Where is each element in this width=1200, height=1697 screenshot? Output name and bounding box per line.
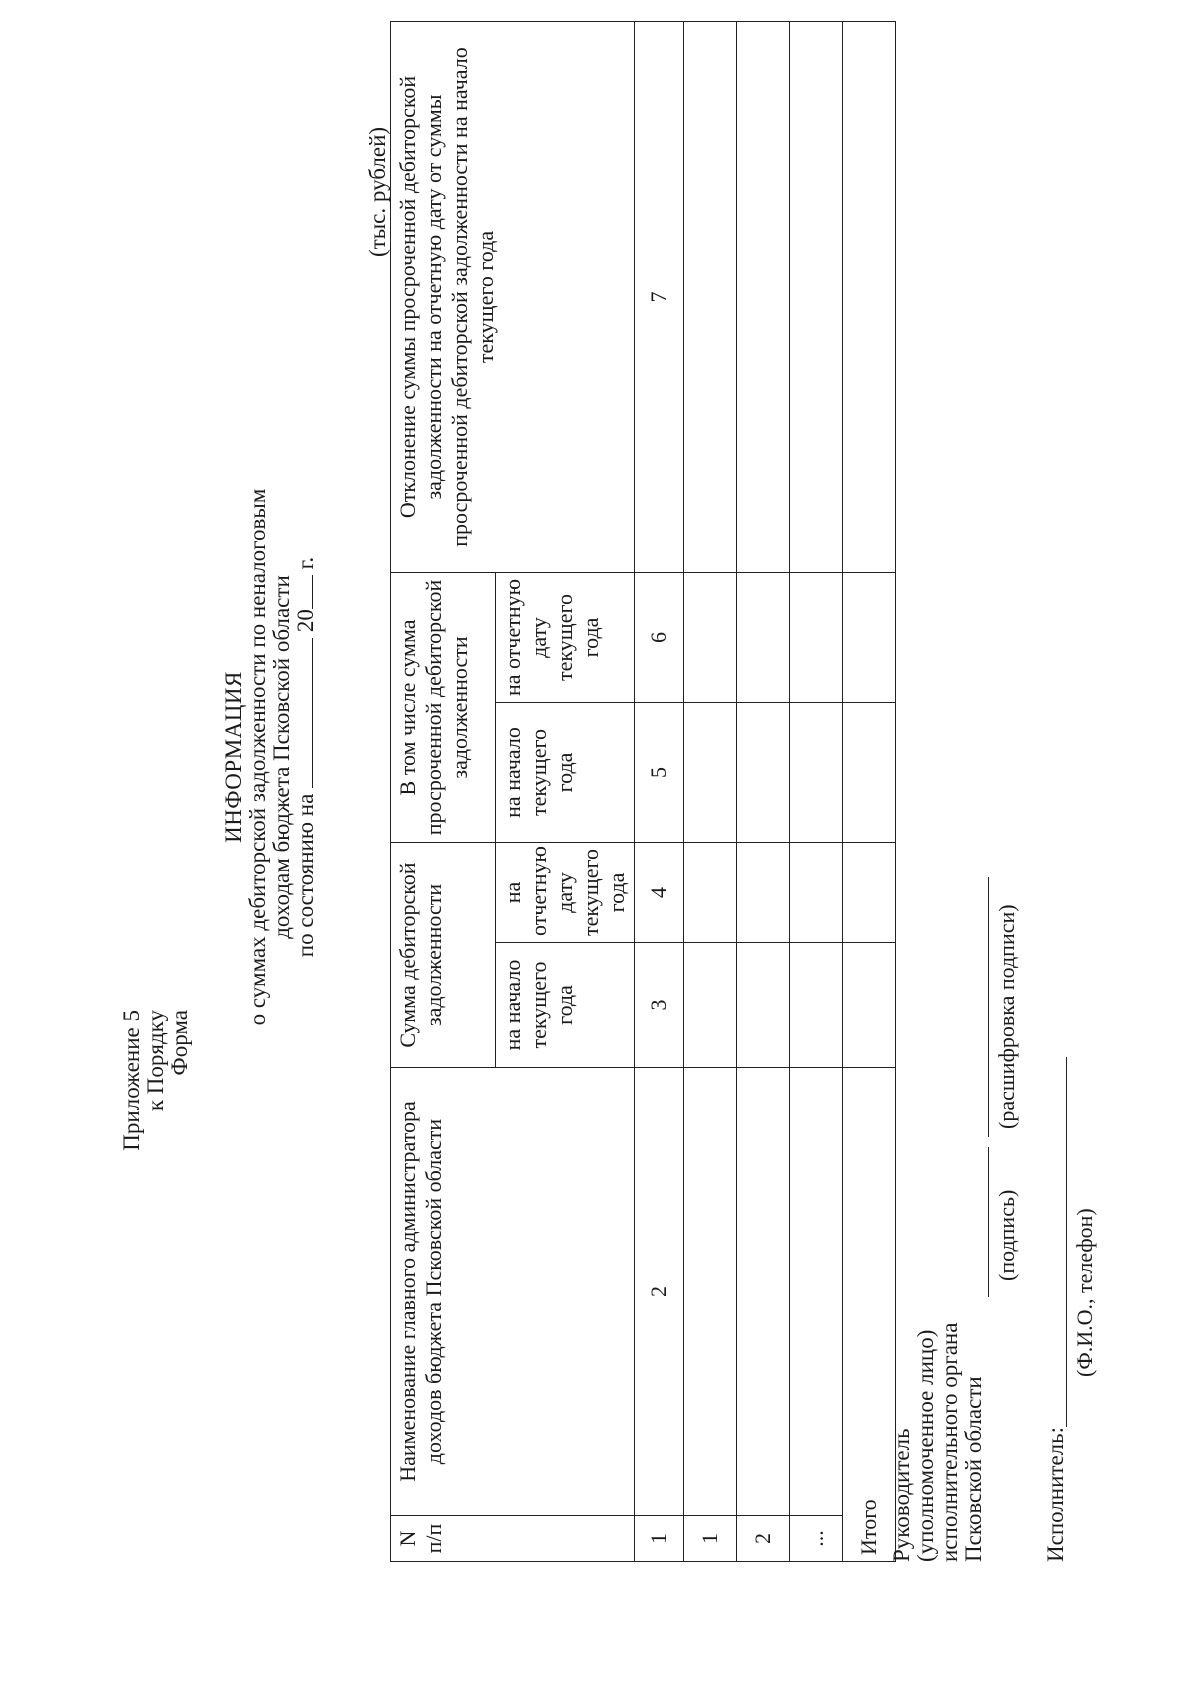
signature-block bbox=[890, 1323, 986, 1562]
total-debt-report-cell[interactable] bbox=[843, 842, 896, 942]
signature-decode-line[interactable] bbox=[988, 877, 989, 1137]
deviation-cell[interactable] bbox=[790, 21, 843, 572]
date-year-prefix: 20 bbox=[293, 609, 318, 633]
header-administrator: Наименование главного администратора доходов бюджета Псковской области bbox=[391, 1068, 635, 1516]
header-row-1 bbox=[391, 21, 496, 1561]
total-debt-start-cell[interactable] bbox=[843, 943, 896, 1068]
header-overdue-amount: В том числе сумма просроченной дебиторской задолженности bbox=[391, 572, 496, 842]
overdue-start-cell[interactable] bbox=[684, 702, 737, 842]
debt-report-cell[interactable] bbox=[737, 842, 790, 942]
total-deviation-cell[interactable] bbox=[843, 21, 896, 572]
debt-report-cell[interactable] bbox=[684, 842, 737, 942]
appendix-form-label: Форма bbox=[167, 1010, 192, 1076]
date-suffix: г. bbox=[293, 556, 318, 570]
appendix-number: Приложение 5 bbox=[119, 1010, 144, 1151]
header-overdue-start-of-year: на начало текущего года bbox=[496, 702, 635, 842]
debt-table bbox=[390, 21, 896, 1562]
debt-report-cell[interactable] bbox=[790, 842, 843, 942]
overdue-report-cell[interactable] bbox=[737, 572, 790, 702]
title-heading: ИНФОРМАЦИЯ bbox=[221, 671, 246, 843]
executor-caption: (Ф.И.О., телефон) bbox=[1072, 1208, 1097, 1377]
deviation-cell[interactable] bbox=[737, 21, 790, 572]
column-number-row bbox=[635, 21, 684, 1561]
date-year-field[interactable] bbox=[294, 575, 313, 609]
column-number: 2 bbox=[635, 1068, 684, 1516]
header-debt-start-of-year: на начало текущего года bbox=[496, 943, 635, 1068]
row-number: 1 bbox=[684, 1516, 737, 1562]
column-number: 6 bbox=[635, 572, 684, 702]
table-row bbox=[737, 21, 790, 1561]
header-overdue-report-date: на отчетную дату текущего года bbox=[496, 572, 635, 702]
debt-start-cell[interactable] bbox=[737, 943, 790, 1068]
document-title bbox=[222, 377, 318, 1137]
deviation-cell[interactable] bbox=[684, 21, 737, 572]
administrator-cell[interactable] bbox=[790, 1068, 843, 1516]
signature-line[interactable] bbox=[988, 1147, 989, 1297]
head-title-line-1: Руководитель bbox=[889, 1428, 914, 1562]
header-deviation: Отклонение суммы просроченной дебиторской задолженности на отчетную дату от суммы просроченной дебиторской задолженности на начало текущего года bbox=[391, 21, 635, 572]
head-title-line-2: (уполномоченное лицо) bbox=[913, 1329, 938, 1562]
header-row-number: N п/п bbox=[391, 1516, 635, 1562]
overdue-report-cell[interactable] bbox=[790, 572, 843, 702]
title-date-line bbox=[294, 377, 318, 1137]
date-prefix: по состоянию на bbox=[293, 793, 318, 958]
executor-line[interactable] bbox=[1066, 1057, 1067, 1427]
debt-start-cell[interactable] bbox=[684, 943, 737, 1068]
overdue-report-cell[interactable] bbox=[684, 572, 737, 702]
row-number: 2 bbox=[737, 1516, 790, 1562]
column-number: 3 bbox=[635, 943, 684, 1068]
total-overdue-start-cell[interactable] bbox=[843, 702, 896, 842]
units-label: (тыс. рублей) bbox=[365, 126, 390, 257]
signature-decode-caption: (расшифровка подписи) bbox=[994, 904, 1019, 1129]
table-row bbox=[684, 21, 737, 1561]
header-debt-amount: Сумма дебиторской задолженности bbox=[391, 842, 496, 1067]
overdue-start-cell[interactable] bbox=[737, 702, 790, 842]
head-title-line-3: исполнительного органа bbox=[937, 1322, 962, 1562]
administrator-cell[interactable] bbox=[737, 1068, 790, 1516]
row-number: ... bbox=[790, 1516, 843, 1562]
total-row bbox=[843, 21, 896, 1561]
column-number: 1 bbox=[635, 1516, 684, 1562]
date-day-month-field[interactable] bbox=[294, 638, 313, 788]
column-number: 5 bbox=[635, 702, 684, 842]
total-overdue-report-cell[interactable] bbox=[843, 572, 896, 702]
column-number: 4 bbox=[635, 842, 684, 942]
appendix-note bbox=[120, 1010, 192, 1151]
head-title-line-4: Псковской области bbox=[961, 1376, 986, 1562]
executor-label: Исполнитель: bbox=[1043, 1426, 1068, 1562]
signature-caption: (подпись) bbox=[994, 1189, 1019, 1281]
appendix-reference: к Порядку bbox=[143, 1010, 168, 1112]
overdue-start-cell[interactable] bbox=[790, 702, 843, 842]
debt-start-cell[interactable] bbox=[790, 943, 843, 1068]
column-number: 7 bbox=[635, 21, 684, 572]
total-label: Итого bbox=[843, 1068, 896, 1562]
table-row bbox=[790, 21, 843, 1561]
administrator-cell[interactable] bbox=[684, 1068, 737, 1516]
header-debt-report-date: на отчетную дату текущего года bbox=[496, 842, 635, 942]
title-line-2: доходам бюджета Псковской области bbox=[269, 575, 294, 939]
title-line-1: о суммах дебиторской задолженности по неналоговым bbox=[245, 488, 270, 1026]
